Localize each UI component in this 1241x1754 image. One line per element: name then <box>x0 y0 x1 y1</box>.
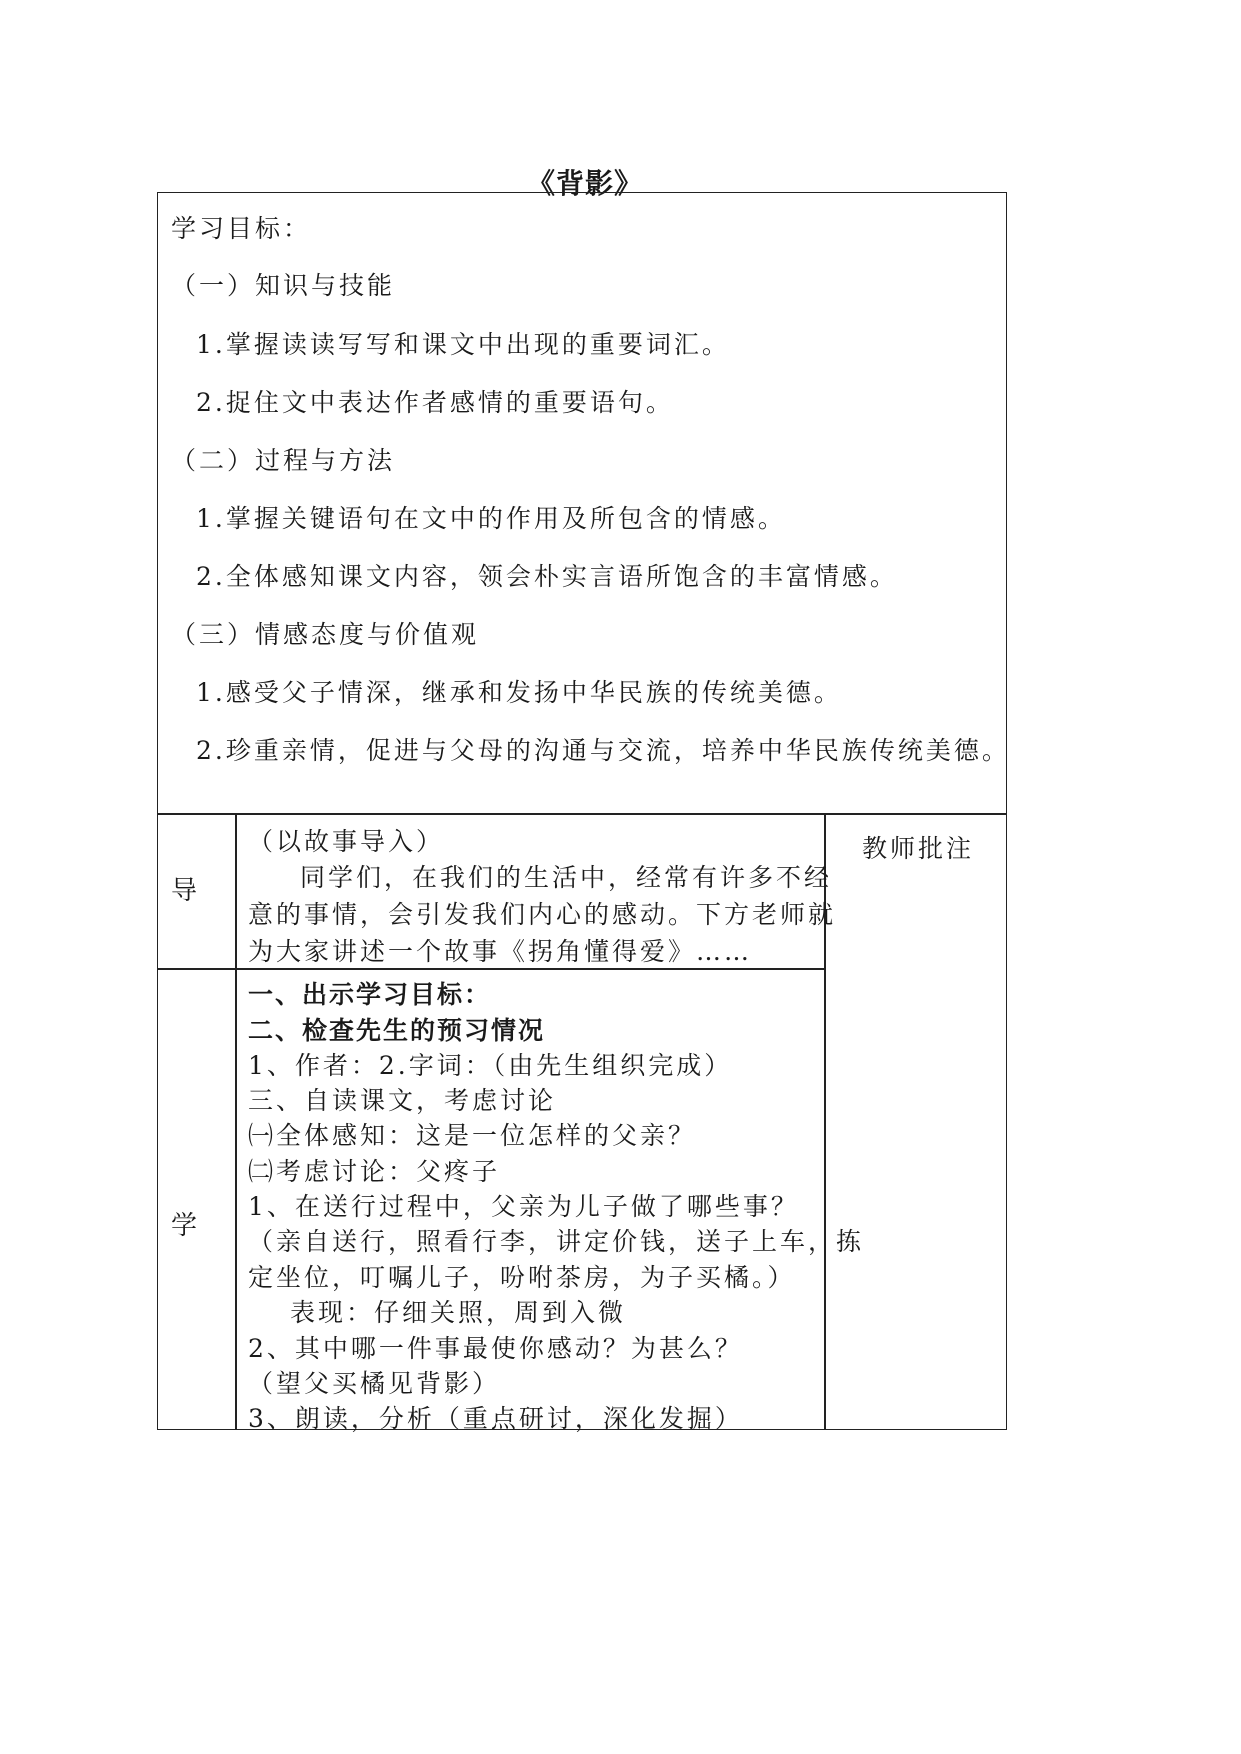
xue-line: 三、自读课文，考虑讨论 <box>248 1086 557 1115</box>
divider-label-column <box>235 813 237 1430</box>
objective-item: 2.珍重亲情，促进与父母的沟通与交流，培养中华民族传统美德。 <box>196 736 1010 765</box>
xue-line: （亲自送行，照看行李，讲定价钱，送子上车，拣 <box>248 1227 865 1256</box>
divider-objectives <box>157 813 1007 815</box>
xue-label: 学 <box>171 1211 200 1241</box>
dao-line: 意的事情，会引发我们内心的感动。下方老师就 <box>248 900 837 929</box>
divider-dao-xue <box>157 968 825 970</box>
objective-item: 2.全体感知课文内容，领会朴实言语所饱含的丰富情感。 <box>196 562 898 591</box>
xue-line: 3、朗读，分析（重点研讨，深化发掘） <box>248 1404 743 1433</box>
teacher-note-header: 教师批注 <box>862 834 975 863</box>
xue-line: 定坐位，叮嘱儿子，吩咐茶房，为子买橘。） <box>248 1263 796 1292</box>
xue-line: 2、其中哪一件事最使你感动？为甚么？ <box>248 1334 743 1363</box>
dao-line: （以故事导入） <box>248 827 445 856</box>
xue-line-heading: 二、检查先生的预习情况 <box>248 1016 546 1045</box>
dao-label: 导 <box>171 876 200 906</box>
xue-line: ㈡考虑讨论：父疼子 <box>248 1157 501 1186</box>
objective-section-1: （一）知识与技能 <box>171 271 396 300</box>
xue-line: 1、作者：2.字词：（由先生组织完成） <box>248 1051 733 1080</box>
xue-line: 1、在送行过程中，父亲为儿子做了哪些事？ <box>248 1192 799 1221</box>
dao-line: 为大家讲述一个故事《拐角懂得爱》…… <box>248 937 753 966</box>
xue-line-heading: 一、出示学习目标： <box>248 980 492 1009</box>
objective-item: 1.掌握关键语句在文中的作用及所包含的情感。 <box>196 504 786 533</box>
xue-line: 表现：仔细关照，周到入微 <box>290 1298 627 1327</box>
objective-item: 2.捉住文中表达作者感情的重要语句。 <box>196 388 674 417</box>
xue-line: ㈠全体感知：这是一位怎样的父亲？ <box>248 1121 697 1150</box>
objective-section-3: （三）情感态度与价值观 <box>171 620 480 649</box>
dao-line: 同学们，在我们的生活中，经常有许多不经 <box>300 863 833 892</box>
document-title: 《背影》 <box>526 167 643 200</box>
objective-item: 1.掌握读读写写和课文中出现的重要词汇。 <box>196 330 730 359</box>
objective-item: 1.感受父子情深，继承和发扬中华民族的传统美德。 <box>196 678 842 707</box>
objective-section-2: （二）过程与方法 <box>171 446 396 475</box>
xue-line: （望父买橘见背影） <box>248 1369 501 1398</box>
objectives-heading: 学习目标： <box>171 214 312 243</box>
